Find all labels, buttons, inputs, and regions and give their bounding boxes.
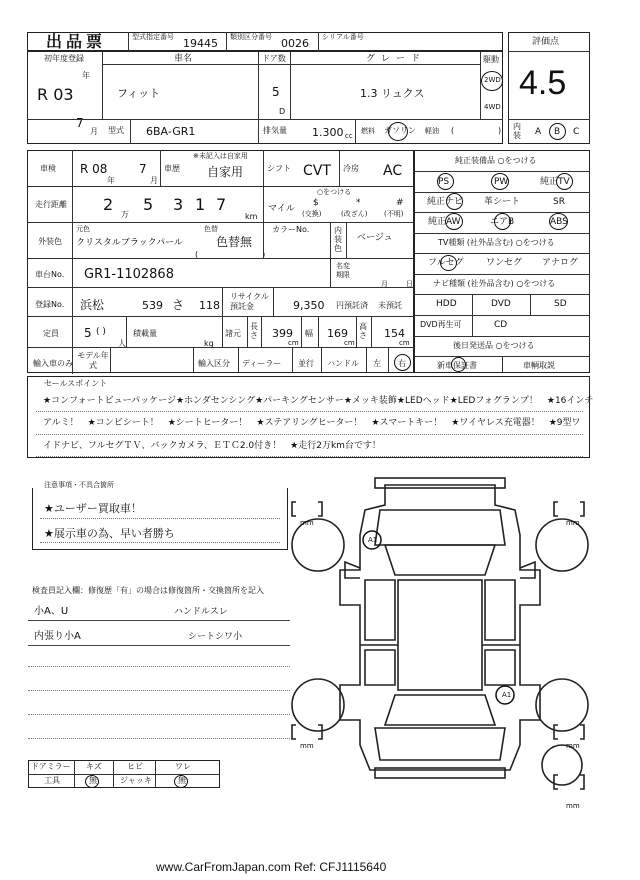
- usage-value: 自家用: [207, 165, 244, 179]
- nav-title: ナビ種類 (社外品含む) ○をつける: [433, 279, 556, 288]
- tv-fullseg: フルセグ: [428, 258, 464, 268]
- model-year-label: モデル年式: [77, 351, 109, 370]
- chassis-label: 車台No.: [35, 270, 65, 279]
- score-value: 4.5: [519, 64, 567, 102]
- doors-value: 5: [272, 85, 280, 99]
- serial-label: シリアル番号: [322, 33, 364, 41]
- mileage-mile: マイル: [268, 204, 295, 214]
- tire-mm-fl: mm: [300, 519, 314, 527]
- color-original: クリスタルブラックパール: [76, 238, 183, 248]
- shift-value: CVT: [303, 163, 331, 179]
- handle-label: ハンドル: [327, 359, 359, 368]
- inspector-line-2-right: シートシワ小: [188, 632, 243, 642]
- ac-value: AC: [383, 163, 403, 179]
- nav-cd: CD: [494, 320, 508, 330]
- sales-point-line-3: イドナビ、フルセグＴＶ、バックカメラ、ＥＴＣ2.0付き！ ★走行2万km台です！: [43, 441, 381, 451]
- type-cert-value: 19445: [183, 37, 218, 50]
- import-dealer: ディーラー: [242, 359, 282, 368]
- damage-mark-1: A1: [368, 536, 378, 544]
- sales-point-line-2: アルミ！ ★コンビシート！ ★シートヒーター！ ★ステアリングヒーター！ ★スマートキー！ ★ワイヤレス充電器！ ★9型ワ: [43, 418, 581, 428]
- registration-class: 539: [142, 299, 163, 312]
- usage-note: ※未記入は自家用: [193, 152, 248, 160]
- doors-label: ドア数: [262, 54, 286, 63]
- equip-airbag: エアB: [490, 217, 515, 227]
- renamed-label: 名変期限: [336, 262, 350, 279]
- equip-ps: PS: [438, 177, 450, 187]
- fuel-gasoline: ガソリン: [384, 126, 416, 135]
- displacement-unit: cc: [345, 132, 353, 140]
- equip-navi: 純正ナビ: [427, 197, 464, 207]
- door-type: D: [279, 107, 286, 116]
- nav-dvd: DVD: [491, 299, 511, 309]
- shaken-value: R 08: [80, 162, 108, 176]
- sales-point-line-1: ★コンフォートビューパッケージ★ホンダセンシング★パーキングセンサー★メッキ装飾★LEDヘッド★LEDフォグランプ！ ★16インチ: [43, 396, 594, 406]
- first-reg-label: 初年度登録: [44, 54, 84, 63]
- tv-analog: アナログ: [542, 258, 579, 268]
- capacity-value: 5: [84, 326, 92, 340]
- equip-leather: 革シート: [484, 197, 521, 207]
- equipment-title: 純正装備品 ○をつける: [455, 156, 537, 165]
- equip-pw: PW: [494, 177, 509, 187]
- import-label: 輸入車のみ: [33, 359, 73, 368]
- registration-kana: さ: [172, 298, 185, 312]
- first-reg-month: 7: [76, 116, 84, 130]
- mileage-check-note: ○をつける: [317, 188, 352, 196]
- ac-label: 冷房: [343, 164, 359, 173]
- nav-sd: SD: [554, 299, 567, 309]
- category-label: 類別区分番号: [230, 33, 272, 41]
- category-value: 0026: [281, 37, 309, 50]
- missing-header-break: ワレ: [175, 762, 191, 771]
- interior-grade-b-circle: [549, 123, 566, 140]
- missing-jack-val: 無: [178, 776, 186, 785]
- missing-header-mirror: ドアミラー: [31, 762, 71, 771]
- document-title: 出品票: [46, 32, 107, 51]
- missing-tools-label: 工具: [44, 776, 60, 785]
- equip-aw: 純正AW: [428, 217, 461, 227]
- displacement-value: 1.300: [312, 126, 344, 139]
- inspector-label: 検査員記入欄：修復歴「有」の場合は修復箇所・交換箇所を記入: [32, 586, 264, 595]
- sales-points-label: セールスポイント: [44, 379, 108, 388]
- later-title: 後日発送品 ○をつける: [453, 341, 535, 350]
- usage-label: 車歴: [164, 164, 180, 173]
- color-label: 外装色: [38, 237, 62, 246]
- color-repaint: 色替無: [216, 235, 253, 249]
- notes-line-1: ★ユーザー買取車！: [44, 502, 142, 515]
- later-manual: 車輌取説: [523, 361, 555, 370]
- cargo-label: 積載量: [133, 329, 157, 338]
- width-value: 169: [327, 327, 348, 340]
- interior-grade-a: A: [535, 127, 542, 137]
- inspector-line-1-left: 小A、U: [34, 606, 69, 617]
- footer-ref: www.CarFromJapan.com Ref: CFJ1115640: [156, 860, 387, 874]
- notes-box: [32, 488, 288, 550]
- interior-label: 内装: [513, 122, 521, 140]
- fuel-gasoline-circle: [388, 122, 408, 141]
- tire-mm-rl: mm: [300, 742, 314, 750]
- equip-tv: 純正TV: [540, 177, 570, 187]
- shaken-month: 7: [139, 162, 147, 176]
- dims-label: 諸元: [225, 329, 241, 338]
- car-name: フィット: [117, 87, 161, 100]
- missing-tools-val: 無: [89, 776, 97, 785]
- grade-value: 1.3 リュクス: [360, 87, 425, 100]
- colorno-label: カラーNo.: [272, 225, 310, 234]
- mileage-label: 走行距離: [35, 200, 67, 209]
- equip-abs: ABS: [550, 217, 568, 227]
- later-warranty: 新車保証書: [437, 361, 477, 370]
- tv-title: TV種類 (社外品含む) ○をつける: [438, 238, 555, 247]
- import-category-label: 輸入区分: [198, 359, 230, 368]
- car-name-label: 車名: [174, 54, 193, 64]
- handle-right-circle: [394, 354, 411, 371]
- notes-label: 注意事項・不具合箇所: [44, 481, 114, 489]
- mileage-digit-3: 3: [173, 195, 184, 214]
- year-suffix: 年: [82, 71, 90, 80]
- first-reg-era: R 03: [37, 85, 74, 104]
- notes-line-2: ★展示車の為、早い者勝ち: [44, 527, 175, 540]
- interior-color-label: 内装色: [334, 226, 342, 253]
- inspector-line-1-right: ハンドルスレ: [174, 607, 228, 617]
- tire-mm-rr: mm: [566, 742, 580, 750]
- drive-label: 駆動: [483, 55, 499, 64]
- fuel-diesel: 軽油: [425, 127, 439, 135]
- interior-grade-b: B: [554, 127, 561, 137]
- nav-hdd: HDD: [436, 299, 457, 309]
- model-code-label: 型式: [108, 126, 124, 135]
- displacement-label: 排気量: [263, 126, 287, 135]
- mileage-digit-1: 2: [103, 195, 114, 214]
- mileage-digit-4: 1: [195, 195, 206, 214]
- interior-color: ベージュ: [357, 233, 393, 243]
- tv-oneseg: ワンセグ: [486, 258, 523, 268]
- handle-right: 右: [398, 359, 406, 368]
- drive-2wd: 2WD: [484, 76, 501, 84]
- mileage-digit-2: 5: [143, 195, 154, 214]
- height-value: 154: [384, 327, 405, 340]
- type-cert-label: 型式指定番号: [132, 33, 174, 41]
- fuel-label: 燃料: [361, 127, 375, 135]
- tire-mm-fr: mm: [566, 519, 580, 527]
- car-damage-diagram: [290, 470, 590, 810]
- registration-number: 118: [199, 299, 220, 312]
- fuel-other: (: [451, 126, 455, 135]
- grade-label: グレード: [366, 54, 427, 64]
- missing-header-crack: ヒビ: [127, 762, 143, 771]
- equip-sr: SR: [553, 197, 565, 207]
- mileage-digit-5: 7: [216, 195, 227, 214]
- shift-label: シフト: [267, 164, 291, 173]
- drive-4wd: 4WD: [484, 103, 501, 111]
- interior-grade-c: C: [573, 127, 580, 137]
- tire-mm-spare: mm: [566, 802, 580, 810]
- chassis-value: GR1-1102868: [84, 267, 174, 282]
- import-parallel: 並行: [298, 359, 314, 368]
- score-label: 評価点: [532, 37, 560, 47]
- shaken-label: 車検: [40, 164, 56, 173]
- length-value: 399: [272, 327, 293, 340]
- month-suffix: 月: [90, 127, 98, 136]
- capacity-label: 定員: [43, 329, 59, 338]
- recycle-label: リサイクル預託金: [230, 292, 269, 311]
- damage-mark-2: A1: [502, 691, 512, 699]
- handle-left: 左: [373, 359, 381, 368]
- recycle-value: 9,350: [293, 299, 325, 312]
- registration-office: 浜松: [80, 298, 105, 312]
- missing-jack-label: ジャッキ: [120, 776, 152, 785]
- model-code: 6BA-GR1: [146, 125, 196, 138]
- inspector-line-2-left: 内張り小A: [34, 631, 81, 642]
- missing-header-scratch: キズ: [86, 762, 102, 771]
- nav-dvd-play: DVD再生可: [420, 320, 462, 329]
- registration-label: 登録No.: [35, 300, 65, 309]
